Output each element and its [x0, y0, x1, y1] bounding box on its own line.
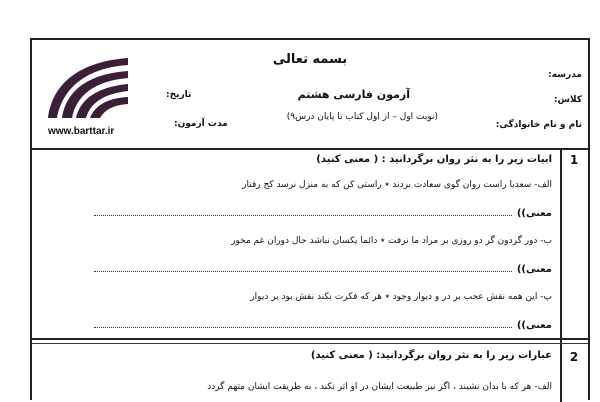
question-2 [32, 344, 560, 402]
answer-label: معنی)) [516, 320, 552, 331]
exam-sheet [30, 38, 590, 400]
answer-label: معنی)) [516, 264, 552, 275]
question-1-title: ابیات زیر را به نثر روان برگردانید : ( معنی کنید) [316, 154, 552, 165]
date-label: تاریخ: [166, 90, 192, 100]
website-url: www.barttar.ir [48, 126, 115, 137]
duration-label: مدت آزمون: [174, 119, 228, 129]
answer-line [94, 271, 512, 272]
exam-subtitle: (نوبت اول – از اول کتاب تا پایان درس۹) [286, 112, 438, 122]
exam-name: آزمون فارسی هشتم [297, 88, 410, 101]
question-1-item-a: الف- سعدیا راست روان گوی سعادت بردند ٭ راستی کن که به منزل نرسد کج رفتار [242, 180, 552, 190]
question-divider [32, 338, 588, 340]
name-label: نام و نام خانوادگی: [495, 120, 582, 130]
question-1 [32, 148, 560, 340]
answer-label: معنی)) [516, 208, 552, 219]
answer-line [94, 215, 512, 216]
class-label: کلاس: [553, 95, 582, 105]
question-1-number: 1 [569, 153, 579, 167]
question-2-title: عبارات زیر را به نثر روان برگردانید: ( معنی کنید) [310, 350, 552, 361]
school-label: مدرسه: [548, 70, 582, 80]
answer-line [94, 327, 512, 328]
question-2-number: 2 [569, 350, 579, 364]
question-1-item-b: ب- دور گردون گر دو روزی بر مراد ما نرفت ٭ دائما یکسان نباشد حال دوران غم مخور [231, 236, 552, 246]
barttar-logo [42, 52, 132, 127]
exam-header [32, 40, 588, 150]
question-1-item-c: پ- این همه نقش عجب بر در و دیوار وجود ٭ هر که فکرت نکند نقش بود بر دیوار [250, 292, 552, 302]
question-2-item-a: الف- هر که با بدان نشیند ، اگر نیز طبیعت ایشان در او اثر نکند ، به طریقت ایشان متهم گردد [207, 382, 552, 392]
header-title: بسمه تعالی [272, 52, 348, 67]
